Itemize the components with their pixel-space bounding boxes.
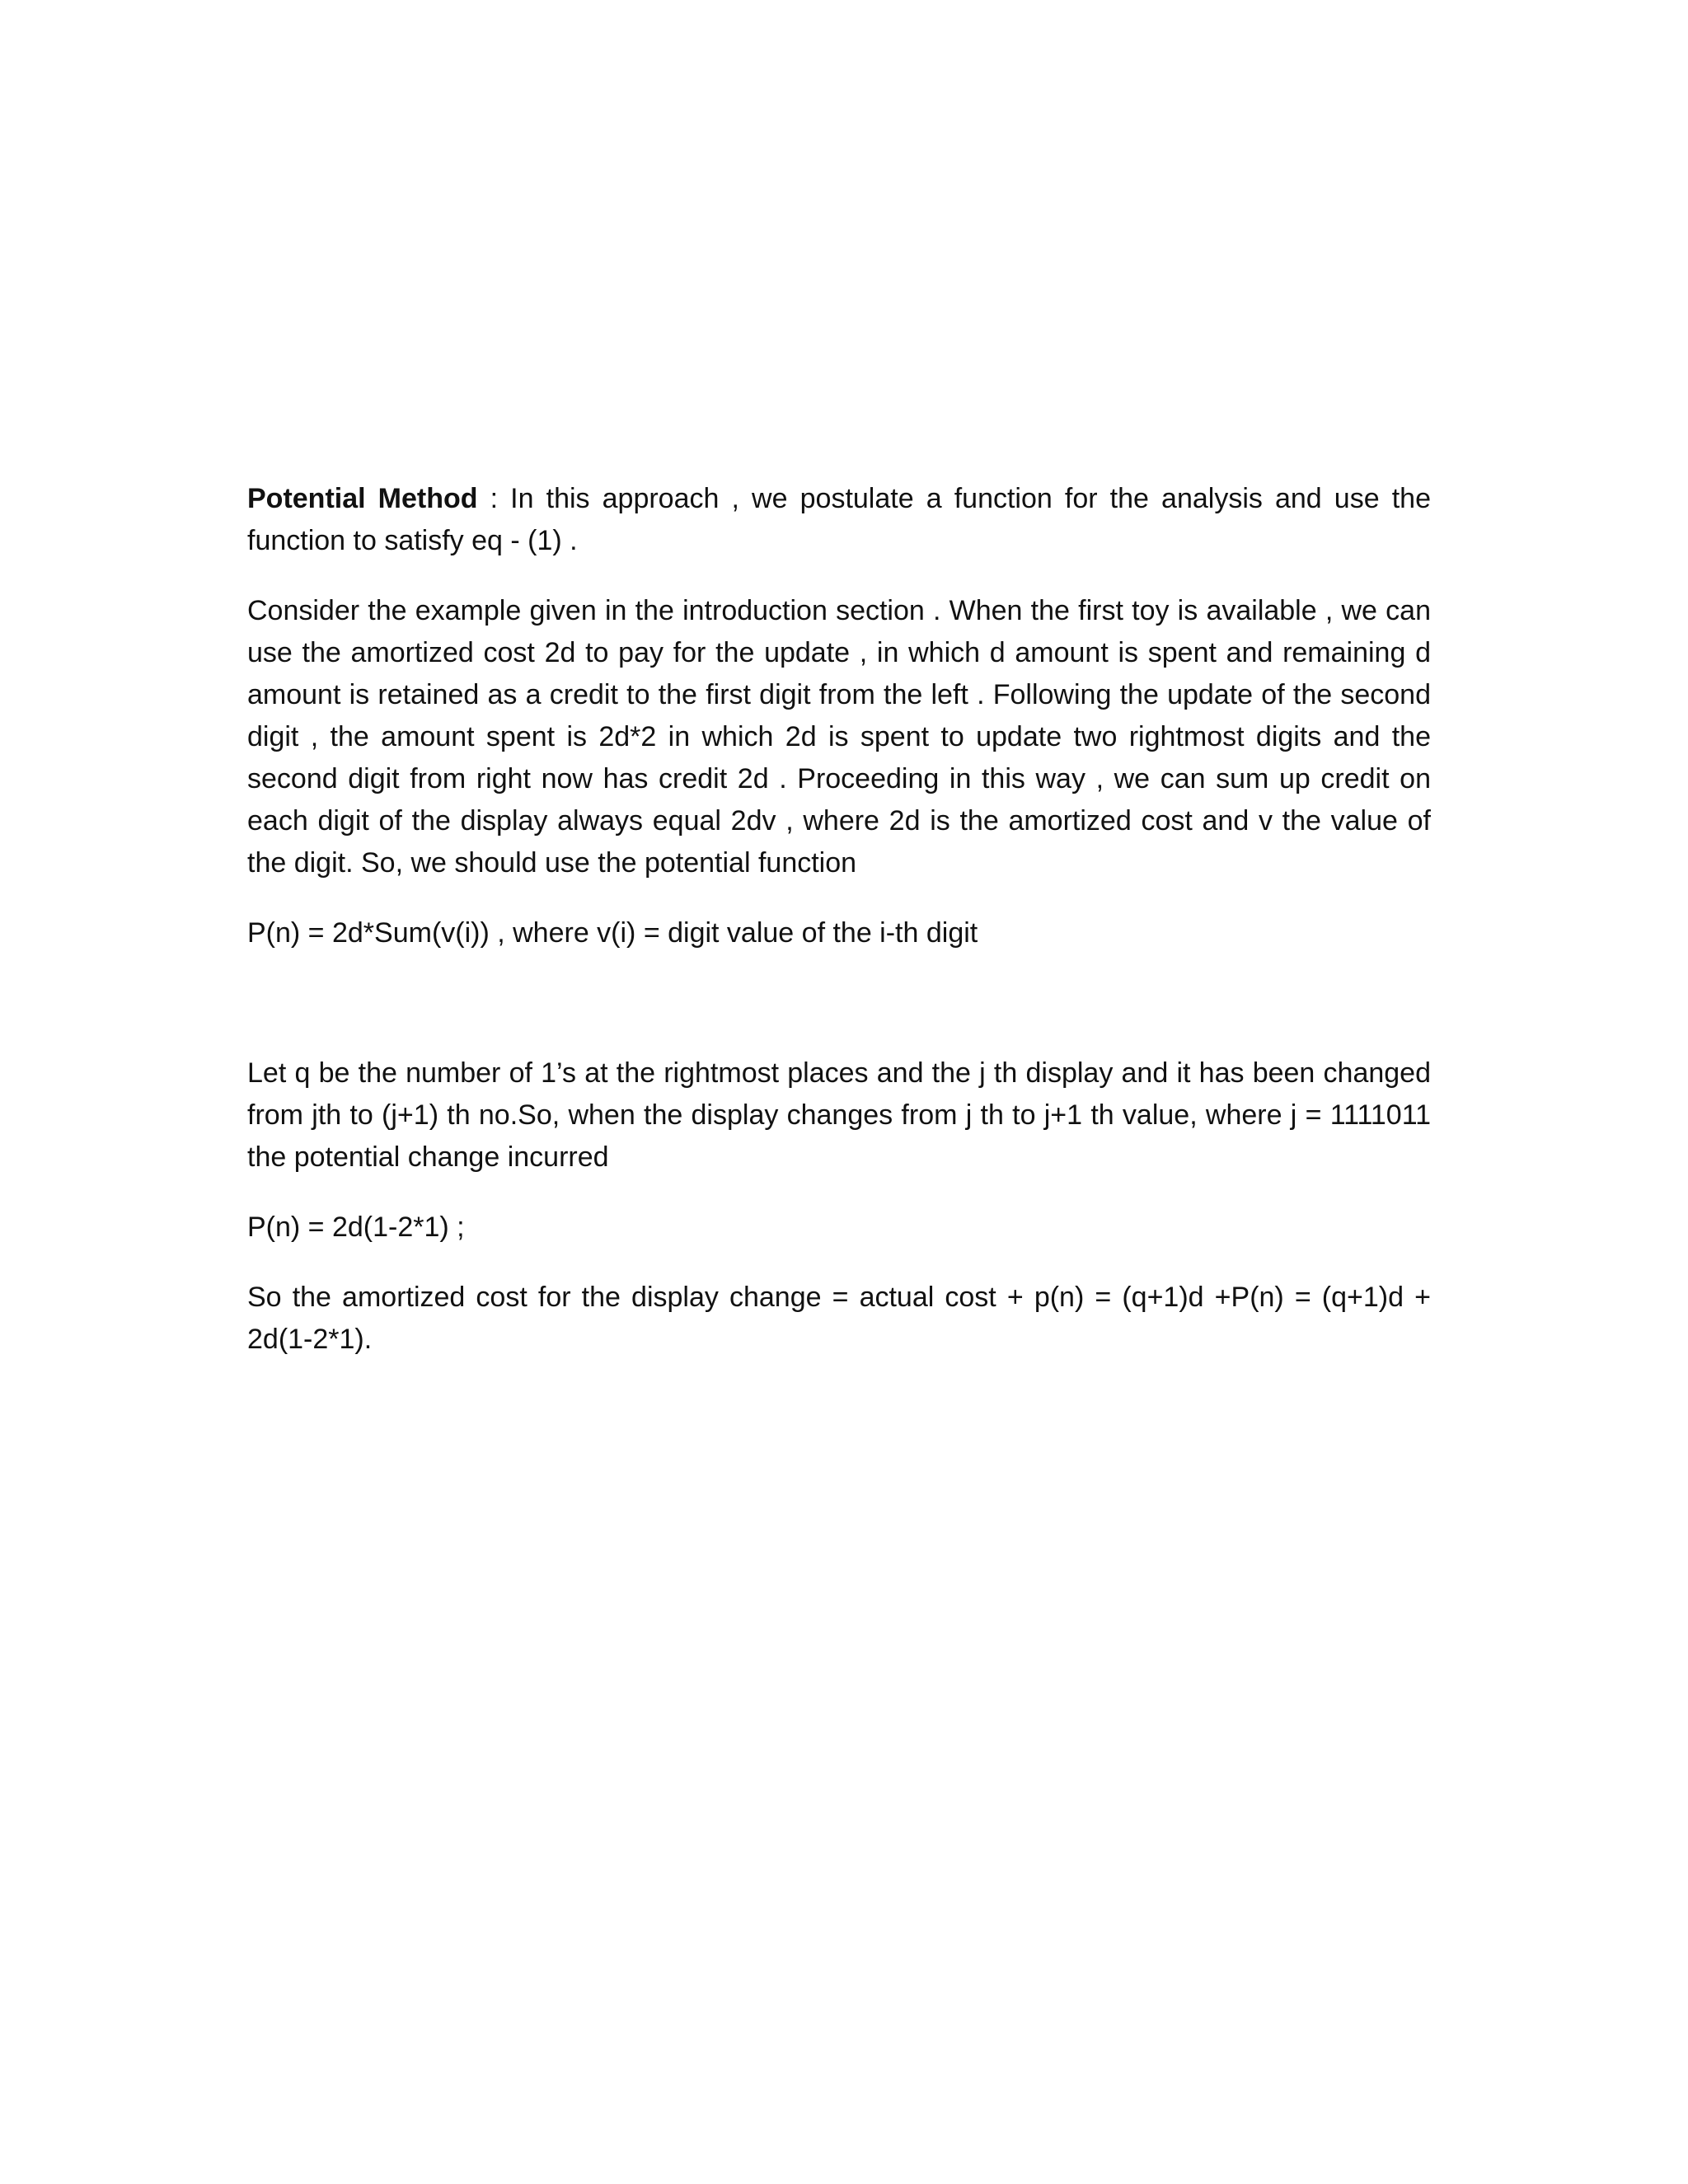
example-paragraph: Consider the example given in the introduction section . When the first toy is available , we can use the amortized cost 2d to pay for the update , in which d amount is spent and remaining d amount is retained as a credit to the first digit from the left . Following the update of the second digit , the amount spent is 2d*2 in which 2d is spent to update two rightmost digits and the second digit from right now has credit 2d . Proceeding in this way , we can sum up credit on each digit of the display always equal 2dv , where 2d is the amortized cost and v the value of the digit. So, we should use the potential function — [247, 595, 1431, 879]
potential-function-equation: P(n) = 2d*Sum(v(i)) , where v(i) = digit value of the i-th digit — [247, 917, 978, 949]
change-paragraph: Let q be the number of 1’s at the rightmost places and the j th display and it has been changed from jth to (j+1) th no.So, when the display changes from j th to j+1 th value, where j = 1111011 the potential change incurred — [247, 1057, 1431, 1173]
amortized-cost-paragraph: So the amortized cost for the display change = actual cost + p(n) = (q+1)d +P(n) = (q+1)d + 2d(1-2*1). — [247, 1282, 1431, 1355]
intro-text: : In this approach , we postulate a function for the analysis and use the function to satisfy eq - (1) . — [247, 483, 1431, 556]
document-body — [247, 478, 1431, 1361]
potential-change-equation: P(n) = 2d(1-2*1) ; — [247, 1212, 465, 1243]
intro-term: Potential Method — [247, 483, 478, 514]
intro-paragraph — [247, 478, 1431, 562]
